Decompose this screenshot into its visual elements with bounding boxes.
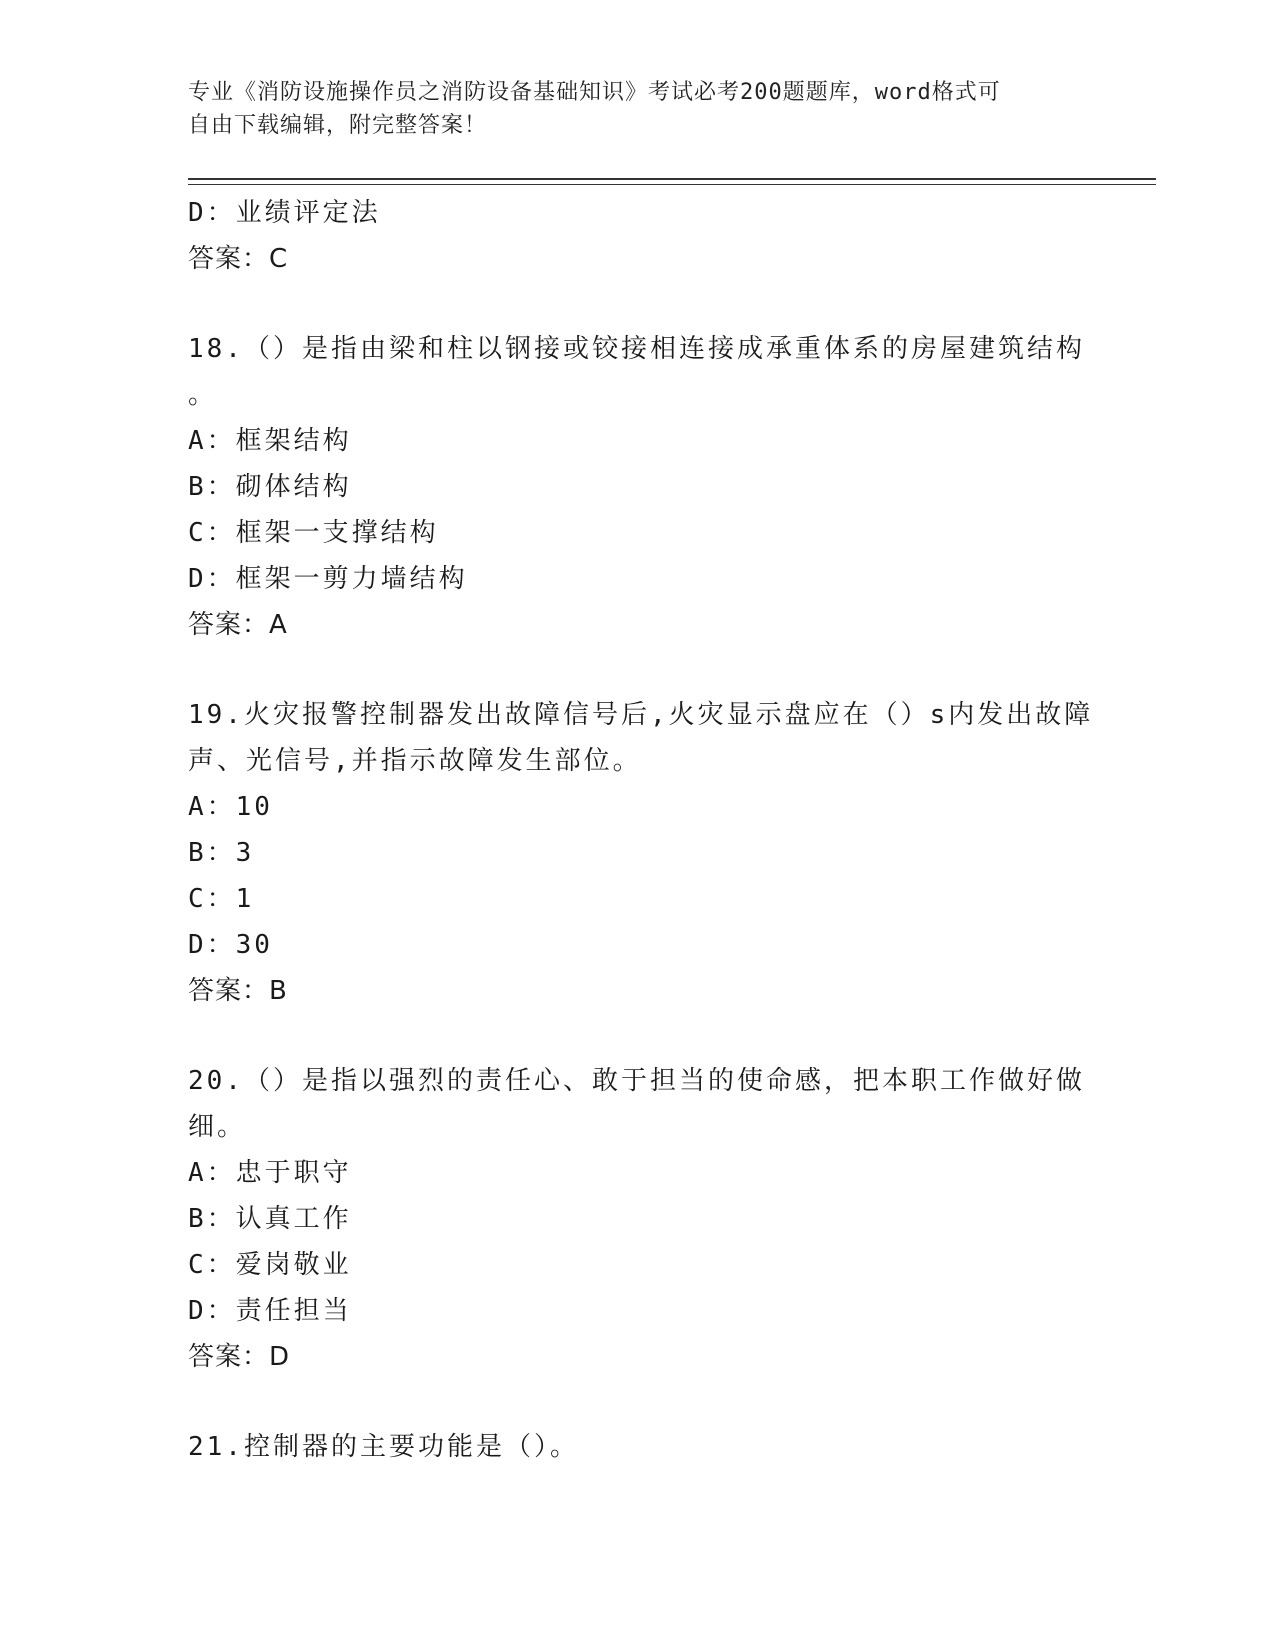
option-a: A：忠于职守 [188,1158,352,1188]
question-21 [188,1424,1088,1470]
option-c: C：爱岗敬业 [188,1250,352,1280]
option-a: A：框架结构 [188,426,352,456]
header-divider-thick [188,178,1156,180]
option-d: D：框架一剪力墙结构 [188,564,468,594]
question-stem-continued: 声、光信号,并指示故障发生部位。 [188,746,642,776]
question-stem-continued: 细。 [188,1112,247,1142]
answer-line: 答案：D [188,1342,291,1372]
question-stem-continued: 。 [188,380,218,410]
option-b: B：认真工作 [188,1204,352,1234]
answer-line: 答案：B [188,976,288,1006]
question-stem: 21.控制器的主要功能是（）。 [188,1432,579,1462]
question-stem: 19.火灾报警控制器发出故障信号后,火灾显示盘应在（）s内发出故障 [188,700,1094,730]
question-stem: 18.（）是指由梁和柱以钢接或铰接相连接成承重体系的房屋建筑结构 [188,334,1085,364]
question-20 [188,1058,1088,1380]
spacer [188,1380,1088,1424]
answer-line: 答案：A [188,610,288,640]
option-a: A：10 [188,792,273,822]
spacer [188,282,1088,326]
question-stem: 20.（）是指以强烈的责任心、敢于担当的使命感，把本职工作做好做 [188,1066,1085,1096]
option-b: B：砌体结构 [188,472,352,502]
header-divider-thin [188,184,1156,185]
question-list [188,190,1094,1470]
option-d: D：业绩评定法 [188,198,381,228]
question-19 [188,692,1094,1014]
header-title-line-1: 专业《消防设施操作员之消防设备基础知识》考试必考200题题库，word格式可 [188,80,1001,105]
header-title-line-2: 自由下载编辑，附完整答案！ [188,113,488,138]
option-c: C：框架一支撑结构 [188,518,439,548]
option-c: C：1 [188,884,255,914]
option-d: D：责任担当 [188,1296,352,1326]
answer-line: 答案：C [188,244,289,274]
option-b: B：3 [188,838,255,868]
question-18 [188,326,1088,648]
spacer [188,1014,1088,1058]
document-header [188,76,1088,142]
spacer [188,648,1088,692]
question-17-tail [188,190,1088,282]
option-d: D：30 [188,930,273,960]
